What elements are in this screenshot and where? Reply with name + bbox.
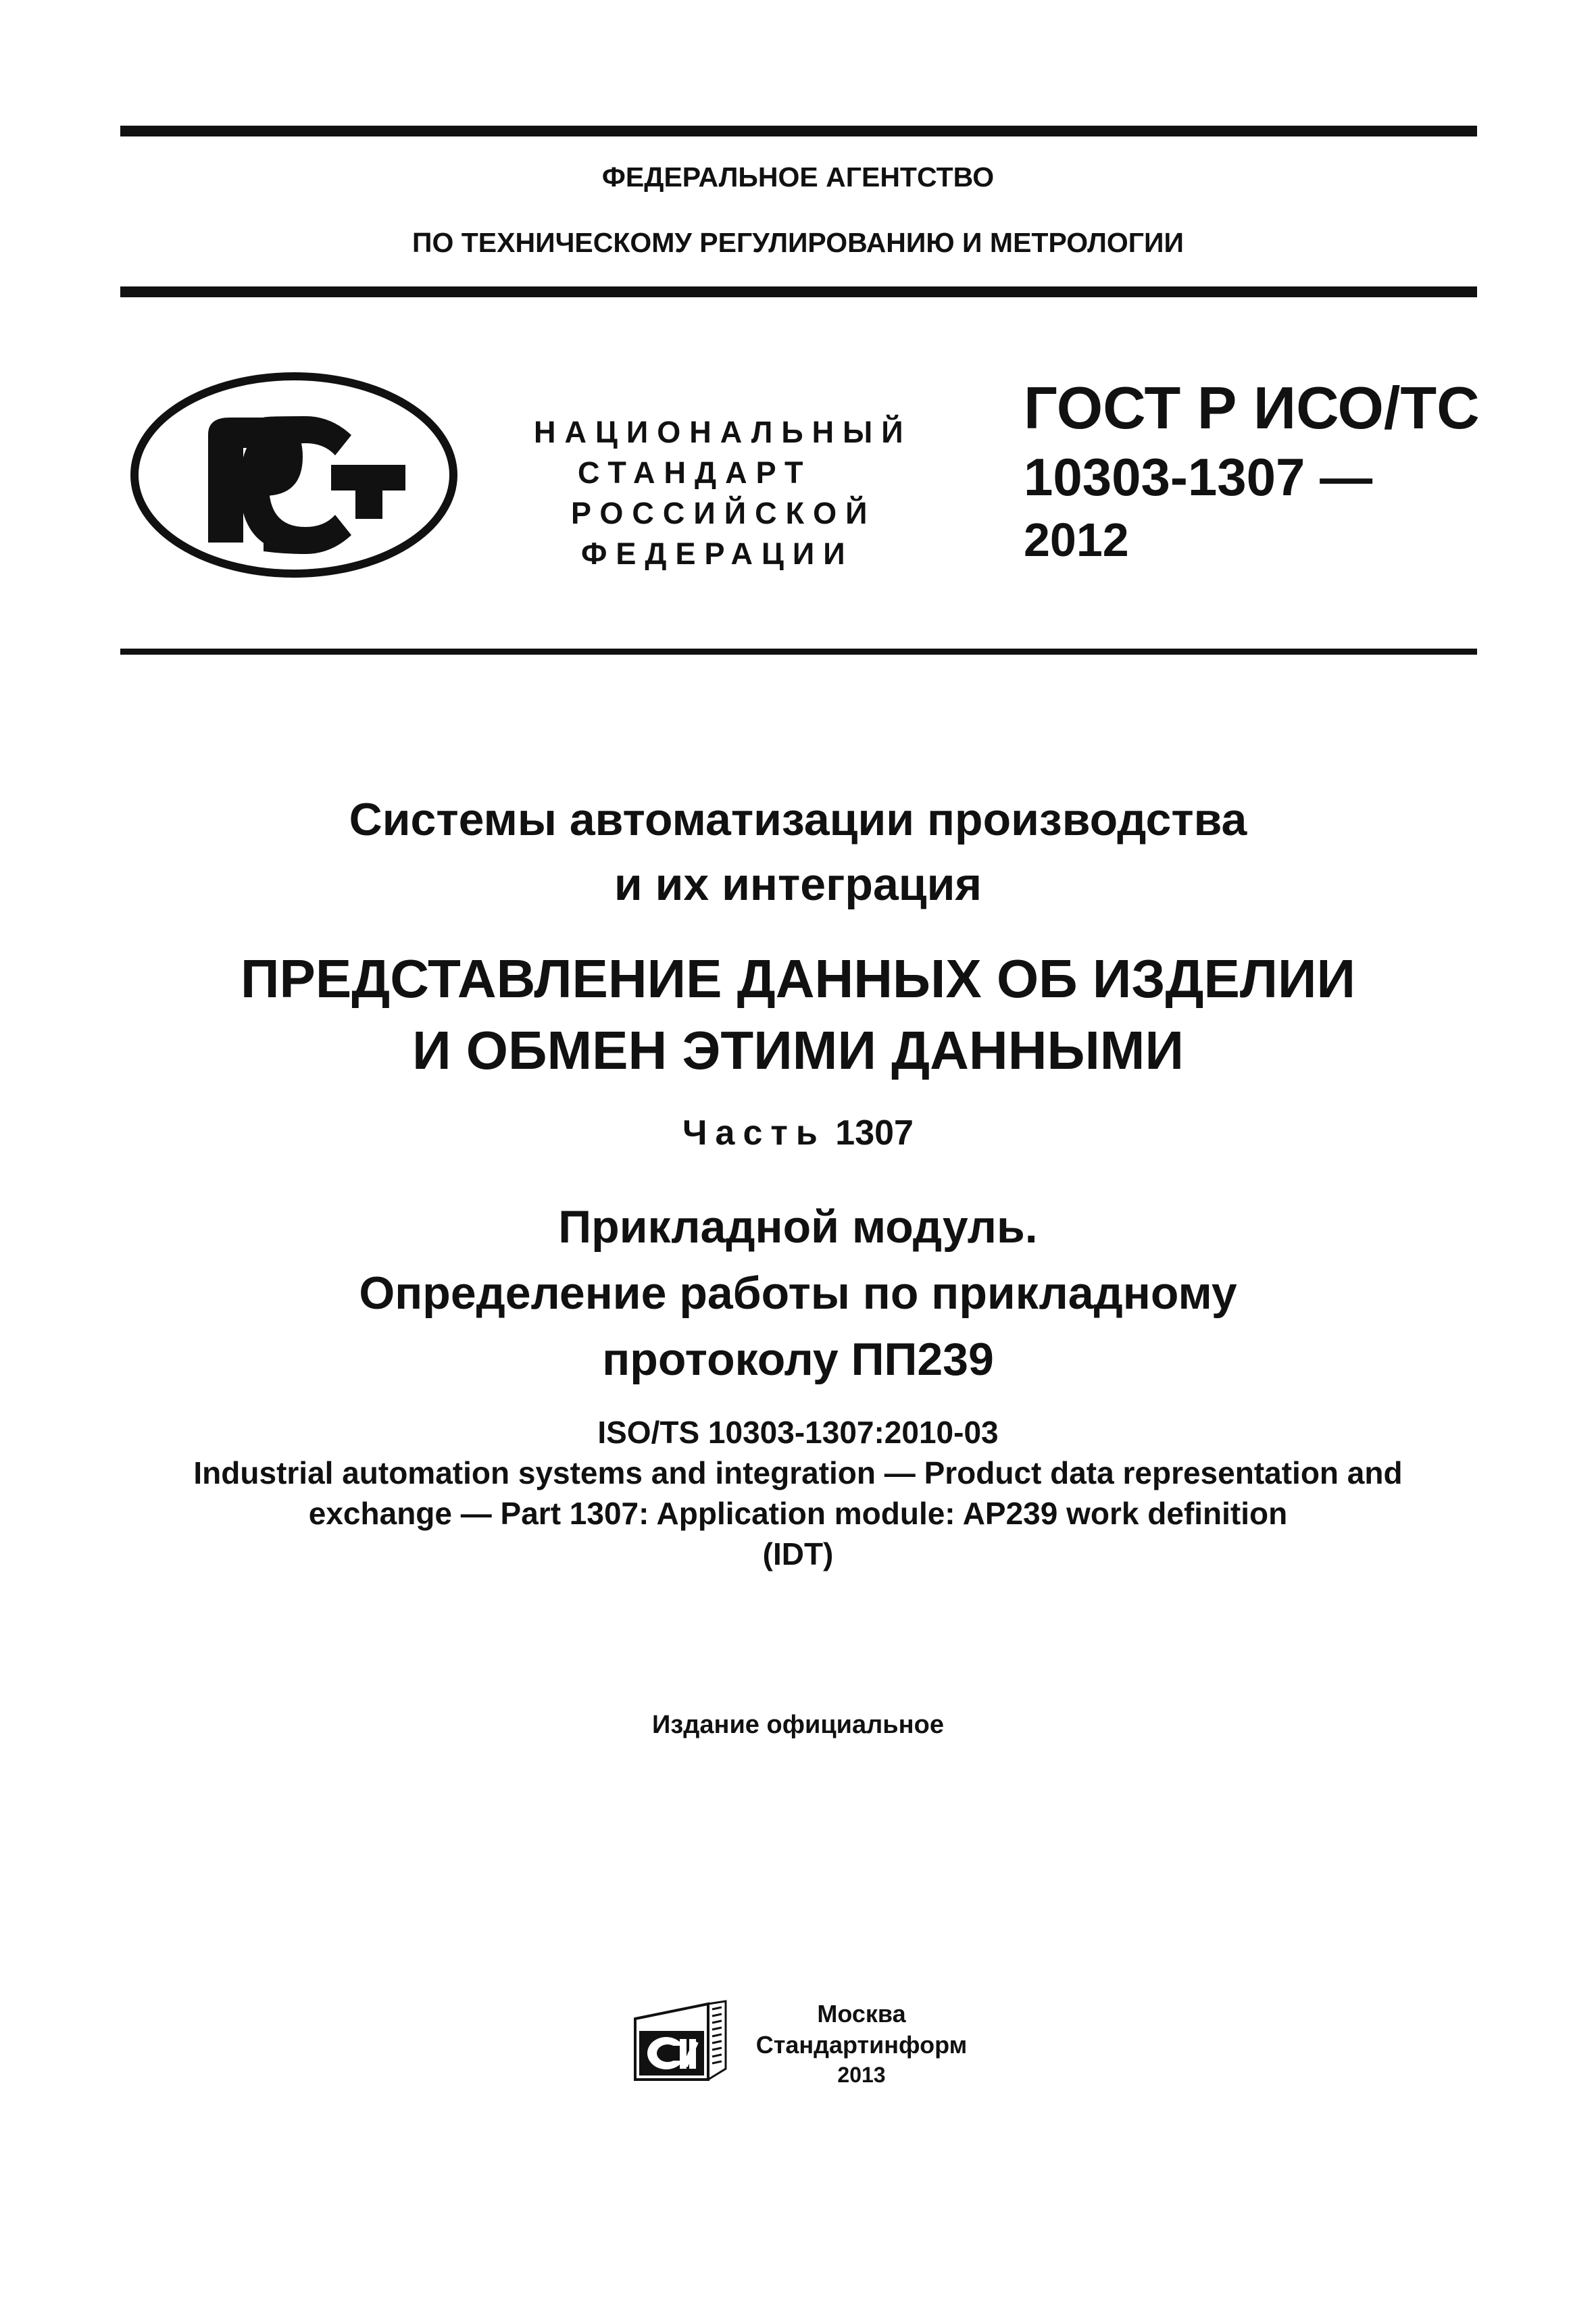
standard-code-line-2: 10303-1307 — xyxy=(1024,447,1373,507)
national-standard-line-2: СТАНДАРТ xyxy=(578,455,812,490)
main-title-line-2: И ОБМЕН ЭТИМИ ДАННЫМИ xyxy=(412,1020,1184,1080)
iso-code: ISO/TS 10303-1307:2010-03 xyxy=(597,1415,999,1450)
edition-label: Издание официальное xyxy=(652,1711,944,1739)
equivalence-marker: (IDT) xyxy=(762,1536,834,1571)
subtitle-line-1: Прикладной модуль. xyxy=(558,1201,1038,1253)
header-rule xyxy=(120,286,1477,297)
agency-name-line-1: ФЕДЕРАЛЬНОЕ АГЕНТСТВО xyxy=(601,161,995,193)
standard-code xyxy=(1024,373,1480,569)
national-standard-label xyxy=(514,412,946,574)
document-subtitle xyxy=(0,1194,1596,1392)
agency-name-line-2: ПО ТЕХНИЧЕСКОМУ РЕГУЛИРОВАНИЮ И МЕТРОЛОГИИ xyxy=(412,227,1184,258)
main-title-line-1: ПРЕДСТАВЛЕНИЕ ДАННЫХ ОБ ИЗДЕЛИИ xyxy=(241,949,1355,1009)
national-standard-line-3: РОССИЙСКОЙ xyxy=(571,496,876,530)
national-standard-line-4: ФЕДЕРАЦИИ xyxy=(581,536,854,571)
standard-code-line-1: ГОСТ Р ИСО/ТС xyxy=(1024,374,1480,441)
gost-r-certification-logo-icon xyxy=(128,370,459,580)
title-rule xyxy=(120,649,1477,655)
publisher-name: Стандартинформ xyxy=(755,2031,968,2059)
national-standard-line-1: НАЦИОНАЛЬНЫЙ xyxy=(534,415,912,449)
top-rule xyxy=(120,126,1477,136)
publisher-info xyxy=(740,1998,983,2089)
series-title-line-2: и их интеграция xyxy=(614,859,982,910)
subtitle-line-3: протоколу ПП239 xyxy=(602,1334,994,1385)
publication-year: 2013 xyxy=(837,2063,886,2087)
english-title-line-1: Industrial automation systems and integration — Product data representation and xyxy=(193,1455,1403,1490)
document-main-title xyxy=(0,943,1596,1086)
subtitle-line-2: Определение работы по прикладному xyxy=(359,1267,1237,1319)
document-series-title xyxy=(0,787,1596,917)
english-title-line-2: exchange — Part 1307: Application module: AP239 work definition xyxy=(308,1496,1288,1531)
publisher-city: Москва xyxy=(817,2000,906,2028)
standard-code-line-3: 2012 xyxy=(1024,513,1129,566)
series-title-line-1: Системы автоматизации производства xyxy=(349,794,1247,845)
standartinform-logo-icon xyxy=(632,1998,728,2085)
international-reference xyxy=(0,1412,1596,1574)
part-word: Часть xyxy=(682,1113,826,1153)
part-number: 1307 xyxy=(835,1113,914,1153)
part-label xyxy=(0,1109,1596,1157)
